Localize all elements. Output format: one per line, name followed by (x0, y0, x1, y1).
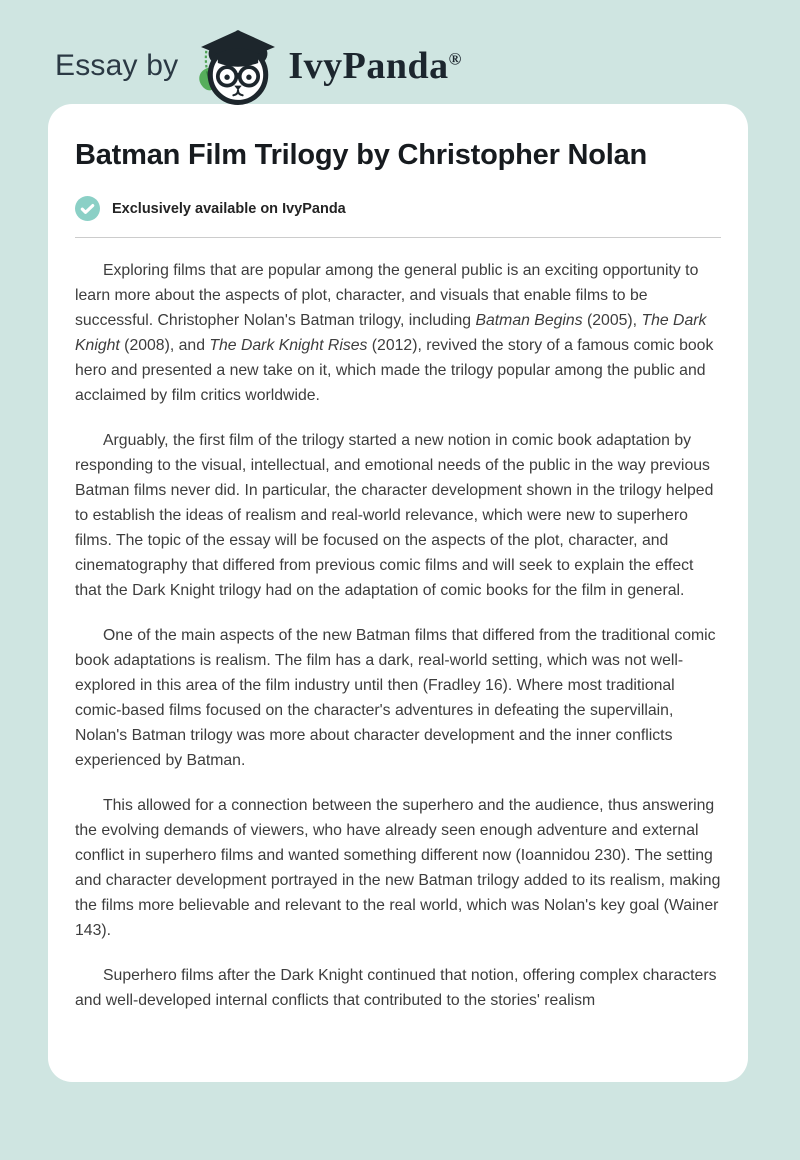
check-icon (75, 196, 100, 221)
film-title-italic: The Dark Knight (75, 312, 707, 354)
essay-by-label: Essay by (55, 49, 179, 82)
registered-mark: ® (448, 49, 462, 69)
text-run: Exploring films that are popular among the general public is an exciting opportunity to learn more about the aspects of plot, character, and visuals that enable films to be successful. Christopher Nolan's Batman trilogy, including (75, 262, 699, 329)
text-run: (2005), (582, 312, 642, 329)
essay-paragraph (75, 623, 721, 773)
essay-paragraph (75, 793, 721, 943)
essay-card (48, 104, 748, 1082)
availability-badge (75, 196, 721, 221)
divider (75, 237, 721, 238)
essay-paragraph (75, 258, 721, 408)
text-run: Arguably, the first film of the trilogy started a new notion in comic book adaptation by responding to the visual, intellectual, and emotional needs of the public in the way previous Batman films never did. In particular, the character development shown in the trilogy helped to establish the ideas of realism and real-world relevance, which were new to superhero films. The topic of the essay will be focused on the aspects of the plot, character, and cinematography that differed from previous comic films and will seek to explain the effect that the Dark Knight trilogy had on the adaptation of comic books for the film in general. (75, 432, 714, 599)
text-run: One of the main aspects of the new Batman films that differed from the traditional comic book adaptations is realism. The film has a dark, real-world setting, which was not well-explored in this area of the film industry until then (Fradley 16). Where most traditional comic-based films focused on the character's adventures in defeating the supervillain, Nolan's Batman trilogy was more about character development and the inner conflicts experienced by Batman. (75, 627, 716, 769)
page-header (0, 0, 800, 104)
text-run: (2012), revived the story of a famous comic book hero and presented a new take on it, which made the trilogy popular among the public and acclaimed by film critics worldwide. (75, 337, 714, 404)
essay-paragraph (75, 428, 721, 603)
film-title-italic: Batman Begins (475, 312, 583, 329)
text-run: Superhero films after the Dark Knight continued that notion, offering complex characters and well-developed internal conflicts that contributed to the stories' realism (75, 967, 717, 1009)
text-run: This allowed for a connection between the superhero and the audience, thus answering the evolving demands of viewers, who have already seen enough adventure and external conflict in superhero films and wanted something different now (Ioannidou 230). The setting and character development portrayed in the new Batman trilogy added to its realism, making the films more believable and relevant to the real world, which was Nolan's key goal (Wainer 143). (75, 797, 721, 939)
panda-graduate-icon (196, 26, 280, 110)
availability-label: Exclusively available on IvyPanda (112, 200, 346, 217)
brand-name (288, 44, 461, 88)
essay-body (75, 258, 721, 1013)
essay-paragraph (75, 963, 721, 1013)
film-title-italic: The Dark Knight Rises (209, 337, 368, 354)
text-run: (2008), and (119, 337, 210, 354)
brand-text: IvyPanda (288, 45, 449, 87)
essay-title: Batman Film Trilogy by Christopher Nolan (75, 139, 648, 171)
